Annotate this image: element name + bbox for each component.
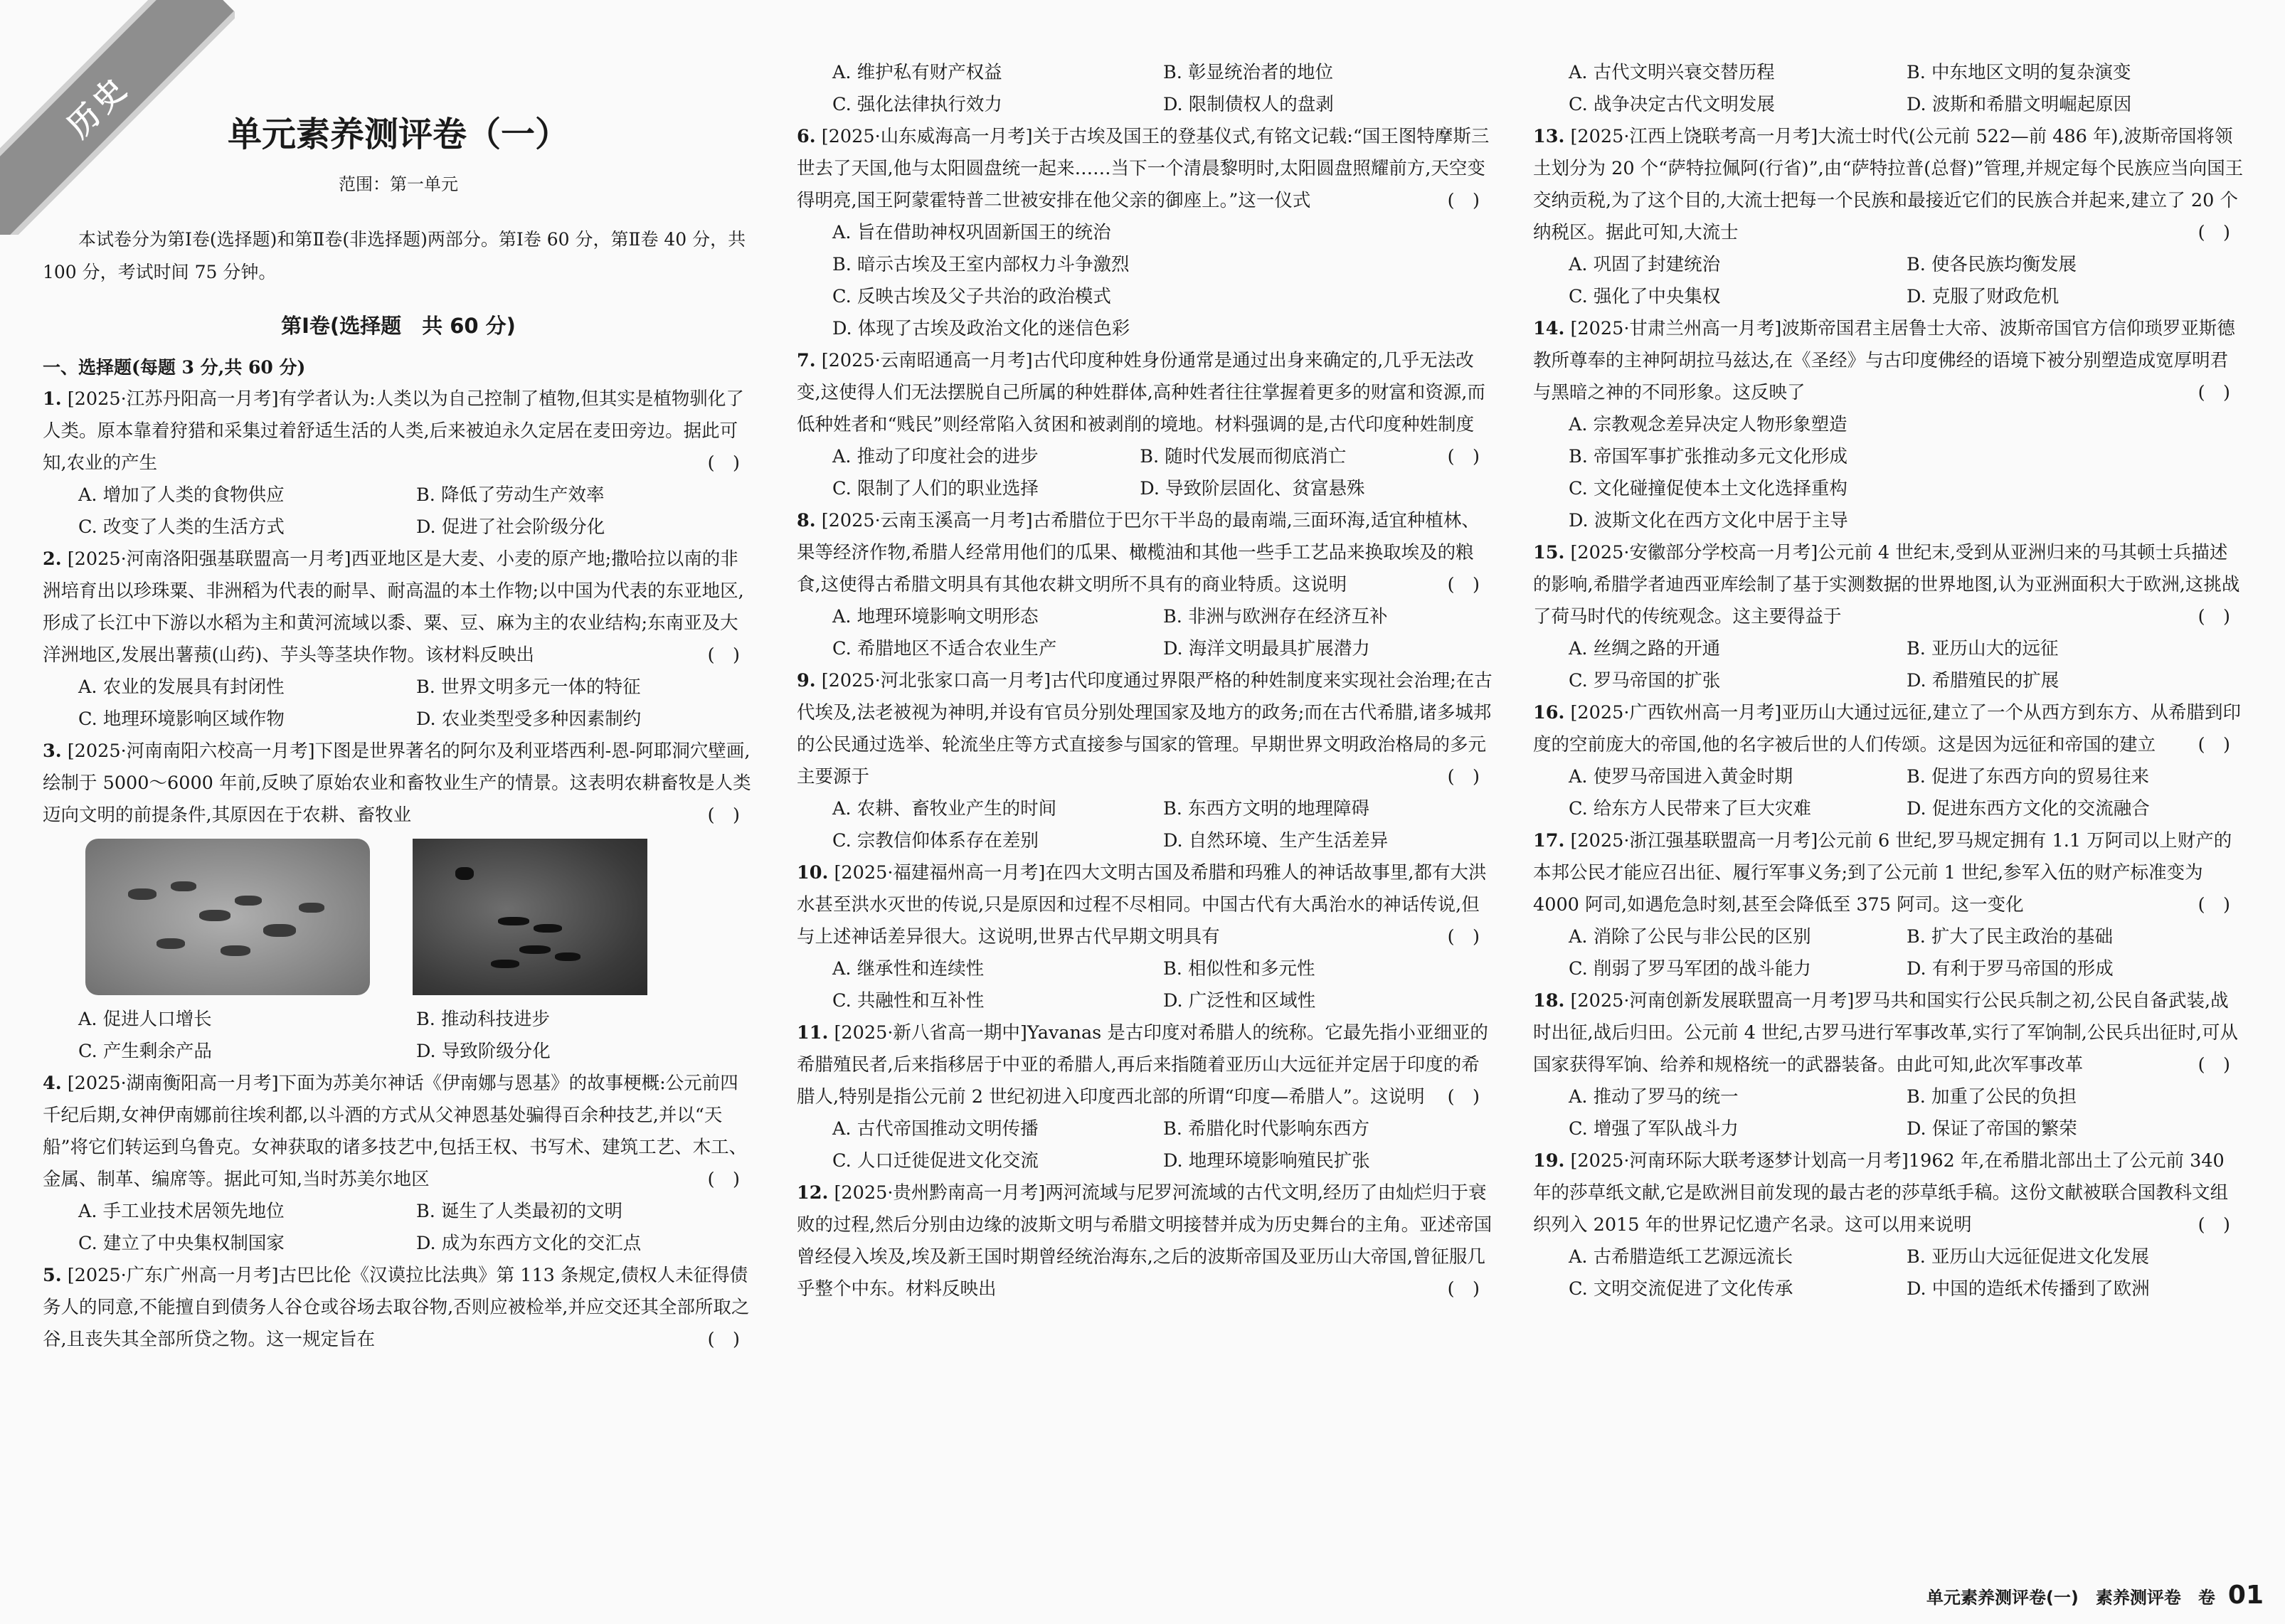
option-c[interactable]: C. 削弱了罗马军团的战斗能力 xyxy=(1569,958,1811,980)
option-c[interactable]: C. 反映古埃及父子共治的政治模式 xyxy=(832,286,1111,307)
option-d[interactable]: D. 促进东西方文化的交流融合 xyxy=(1907,798,2150,819)
option-c[interactable]: C. 给东方人民带来了巨大灾难 xyxy=(1569,798,1811,819)
question-stem: [2025·山东威海高一月考]关于古埃及国王的登基仪式,有铭文记载:“国王图特摩斯三世去了天国,他与太阳圆盘统一起来……当下一个清晨黎明时,太阳圆盘照耀前方,天空变得明亮,国王阿蒙霍特普二世被安排在他父亲的御座上。”这一仪式 xyxy=(797,126,1490,211)
subsection-title: 一、选择题(每题 3 分,共 60 分) xyxy=(43,357,306,378)
option-b[interactable]: B. 非洲与欧洲存在经济互补 xyxy=(1163,606,1388,627)
option-b[interactable]: B. 降低了劳动生产效率 xyxy=(416,484,605,506)
question-stem: [2025·安徽部分学校高一月考]公元前 4 世纪末,受到从亚洲归来的马其顿士兵描述的影响,希腊学者迪西亚库绘制了基于实测数据的世界地图,认为亚洲面积大于欧洲,这挑战了荷马时代的传统观念。这主要得益于 xyxy=(1533,542,2240,627)
question-stem: [2025·湖南衡阳高一月考]下面为苏美尔神话《伊南娜与恩基》的故事梗概:公元前四千纪后期,女神伊南娜前往埃利都,以斗酒的方式从父神恩基处骗得百余种技艺,并以“天船”将它们转运到乌鲁克。女神获取的诸多技艺中,包括王权、书写术、建筑工艺、木工、金属、制革、编席等。据此可知,当时苏美尔地区 xyxy=(43,1073,748,1190)
option-a[interactable]: A. 宗教观念差异决定人物形象塑造 xyxy=(1569,414,1847,435)
option-b[interactable]: B. 推动科技进步 xyxy=(416,1009,550,1030)
question-number: 15. xyxy=(1533,542,1565,563)
answer-bracket[interactable]: ( ) xyxy=(707,805,740,826)
answer-bracket[interactable]: ( ) xyxy=(2197,382,2230,403)
option-a[interactable]: A. 农业的发展具有封闭性 xyxy=(78,676,285,698)
option-b[interactable]: B. 世界文明多元一体的特征 xyxy=(416,676,641,698)
option-d[interactable]: D. 自然环境、生产生活差异 xyxy=(1163,830,1389,851)
question-stem: [2025·云南昭通高一月考]古代印度种姓身份通常是通过出身来确定的,几乎无法改变,这使得人们无法摆脱自己所属的种姓群体,高种姓者往往掌握着更多的财富和资源,而低种姓者和“贱民”则经常陷入贫困和被剥削的境地。材料强调的是,古代印度种姓制度 xyxy=(797,350,1485,435)
option-c[interactable]: C. 文明交流促进了文化传承 xyxy=(1569,1278,1793,1300)
question-17 xyxy=(1533,825,2244,921)
option-c[interactable]: C. 共融性和互补性 xyxy=(832,990,985,1012)
option-d[interactable]: D. 保证了帝国的繁荣 xyxy=(1907,1118,2077,1140)
intro-paragraph: 本试卷分为第Ⅰ卷(选择题)和第Ⅱ卷(非选择题)两部分。第Ⅰ卷 60 分，第Ⅱ卷 40 分，共 100 分，考试时间 75 分钟。 xyxy=(43,229,746,282)
option-a[interactable]: A. 推动了罗马的统一 xyxy=(1569,1086,1739,1108)
options-9 xyxy=(797,793,1494,857)
answer-bracket[interactable]: ( ) xyxy=(1447,926,1480,948)
answer-bracket[interactable]: ( ) xyxy=(707,1169,740,1190)
option-b[interactable]: B. 暗示古埃及王室内部权力斗争激烈 xyxy=(832,254,1130,275)
question-stem: [2025·江苏丹阳高一月考]有学者认为:人类以为自己控制了植物,但其实是植物驯化了人类。原本靠着狩猎和采集过着舒适生活的人类,后来被迫永久定居在麦田旁边。据此可知,农业的产生 xyxy=(43,388,744,474)
question-3 xyxy=(43,736,754,832)
options-1 xyxy=(43,479,754,543)
question-number: 5. xyxy=(43,1265,62,1286)
footer-text: 单元素养测评卷(一) 素养测评卷 卷 xyxy=(1926,1588,2215,1608)
option-d[interactable]: D. 波斯和希腊文明崛起原因 xyxy=(1907,94,2132,115)
option-b[interactable]: B. 亚历山大的远征 xyxy=(1907,638,2059,659)
option-b[interactable]: B. 诞生了人类最初的文明 xyxy=(416,1201,622,1222)
question-number: 2. xyxy=(43,548,62,570)
question-number: 18. xyxy=(1533,990,1565,1012)
question-number: 1. xyxy=(43,388,62,410)
question-8 xyxy=(797,505,1494,601)
options-3 xyxy=(43,1004,754,1068)
question-number: 7. xyxy=(797,350,816,371)
option-d[interactable]: D. 广泛性和区域性 xyxy=(1163,990,1316,1012)
option-a[interactable]: A. 促进人口增长 xyxy=(78,1009,212,1030)
option-d[interactable]: D. 导致阶层固化、贫富悬殊 xyxy=(1140,478,1365,499)
options-13 xyxy=(1533,249,2244,313)
question-stem: [2025·河南南阳六校高一月考]下图是世界著名的阿尔及利亚塔西利-恩-阿耶洞穴壁画,绘制于 5000～6000 年前,反映了原始农业和畜牧业生产的情景。这表明农耕畜牧是人类迈向文明的前提条件,其原因在于农耕、畜牧业 xyxy=(43,741,751,826)
page-title: 单元素养测评卷（一） xyxy=(227,115,569,154)
answer-bracket[interactable]: ( ) xyxy=(1447,766,1480,787)
question-number: 12. xyxy=(797,1182,829,1204)
option-b[interactable]: B. 帝国军事扩张推动多元文化形成 xyxy=(1569,446,1847,467)
option-b[interactable]: B. 东西方文明的地理障碍 xyxy=(1163,798,1369,819)
option-d[interactable]: D. 有利于罗马帝国的形成 xyxy=(1907,958,2114,980)
question-10 xyxy=(797,857,1494,953)
section-title: 第Ⅰ卷(选择题 共 60 分) xyxy=(281,314,516,338)
option-a[interactable]: A. 农耕、畜牧业产生的时间 xyxy=(832,798,1057,819)
answer-bracket[interactable]: ( ) xyxy=(707,452,740,474)
answer-bracket[interactable]: ( ) xyxy=(707,1329,740,1350)
option-b[interactable]: B. 使各民族均衡发展 xyxy=(1907,254,2077,275)
page-footer xyxy=(1926,1581,2264,1610)
answer-bracket[interactable]: ( ) xyxy=(2197,734,2230,755)
option-a[interactable]: A. 继承性和连续性 xyxy=(832,958,985,980)
option-c[interactable]: C. 强化法律执行效力 xyxy=(832,94,1002,115)
question-number: 16. xyxy=(1533,702,1565,723)
question-stem: [2025·福建福州高一月考]在四大文明古国及希腊和玛雅人的神话故事里,都有大洪水甚至洪水灭世的传说,只是原因和过程不尽相同。中国古代有大禹治水的神话传说,但与上述神话差异很大。这说明,世界古代早期文明具有 xyxy=(797,862,1487,948)
question-stem: [2025·河南洛阳强基联盟高一月考]西亚地区是大麦、小麦的原产地;撒哈拉以南的非洲培育出以珍珠粟、非洲稻为代表的耐旱、耐高温的本土作物;以中国为代表的东亚地区,形成了长江中下游以水稻为主和黄河流域以黍、粟、豆、麻为主的农业结构;东南亚及大洋洲地区,发展出薯蓣(山药)、芋头等茎块作物。该材料反映出 xyxy=(43,548,744,666)
option-b[interactable]: B. 随时代发展而彻底消亡 xyxy=(1140,446,1347,467)
question-stem: [2025·河南环际大联考逐梦计划高一月考]1962 年,在希腊北部出土了公元前 340 年的莎草纸文献,它是欧洲目前发现的最古老的莎草纸手稿。这份文献被联合国教科文组织列入 2015 年的世界记忆遗产名录。这可以用来说明 xyxy=(1533,1150,2229,1236)
option-a[interactable]: A. 维护私有财产权益 xyxy=(832,62,1002,83)
options-17 xyxy=(1533,921,2244,985)
option-a[interactable]: A. 古希腊造纸工艺源远流长 xyxy=(1569,1246,1793,1268)
options-5 xyxy=(797,57,1494,121)
option-c[interactable]: C. 战争决定古代文明发展 xyxy=(1569,94,1775,115)
question-18 xyxy=(1533,985,2244,1081)
cave-painting-image-1 xyxy=(85,839,370,995)
options-14 xyxy=(1533,409,2244,537)
question-number: 17. xyxy=(1533,830,1565,851)
column-1 xyxy=(43,50,754,1356)
option-a[interactable]: A. 古代文明兴衰交替历程 xyxy=(1569,62,1775,83)
answer-bracket[interactable]: ( ) xyxy=(1447,1086,1480,1108)
question-stem: [2025·云南玉溪高一月考]古希腊位于巴尔干半岛的最南端,三面环海,适宜种植林、果等经济作物,希腊人经常用他们的瓜果、橄榄油和其他一些手工艺品来换取埃及的粮食,这使得古希腊文明具有其他农耕文明所不具有的商业特质。这说明 xyxy=(797,510,1480,595)
options-10 xyxy=(797,953,1494,1017)
answer-bracket[interactable]: ( ) xyxy=(1447,1278,1480,1300)
option-b[interactable]: B. 亚历山大远征促进文化发展 xyxy=(1907,1246,2149,1268)
question-number: 3. xyxy=(43,741,62,762)
question-11 xyxy=(797,1017,1494,1113)
option-d[interactable]: D. 海洋文明最具扩展潜力 xyxy=(1163,638,1370,659)
options-12 xyxy=(1533,57,2244,121)
option-c[interactable]: C. 宗教信仰体系存在差别 xyxy=(832,830,1039,851)
question-number: 14. xyxy=(1533,318,1565,339)
options-19 xyxy=(1533,1241,2244,1305)
options-7 xyxy=(797,441,1448,505)
question-16 xyxy=(1533,697,2244,761)
options-6 xyxy=(797,217,1494,345)
option-b[interactable]: B. 彰显统治者的地位 xyxy=(1163,62,1333,83)
question-stem: [2025·贵州黔南高一月考]两河流域与尼罗河流域的古代文明,经历了由灿烂归于衰败的过程,然后分别由边缘的波斯文明与希腊文明接替并成为历史舞台的主角。亚述帝国曾经侵入埃及,埃及新王国时期曾经统治海东,之后的波斯帝国及亚历山大帝国,曾征服几乎整个中东。材料反映出 xyxy=(797,1182,1493,1300)
option-b[interactable]: B. 相似性和多元性 xyxy=(1163,958,1315,980)
option-c[interactable]: C. 强化了中央集权 xyxy=(1569,286,1721,307)
column-2 xyxy=(797,57,1494,1305)
column-3 xyxy=(1533,57,2244,1305)
option-d[interactable]: D. 波斯文化在西方文化中居于主导 xyxy=(1569,510,1848,531)
option-a[interactable]: A. 巩固了封建统治 xyxy=(1569,254,1721,275)
option-c[interactable]: C. 增强了军队战斗力 xyxy=(1569,1118,1739,1140)
option-b[interactable]: B. 加重了公民的负担 xyxy=(1907,1086,2077,1108)
subject-tag: 历史 xyxy=(60,68,137,145)
options-16 xyxy=(1533,761,2244,825)
answer-bracket[interactable]: ( ) xyxy=(1447,446,1480,467)
option-d[interactable]: D. 地理环境影响殖民扩张 xyxy=(1163,1150,1370,1172)
question-number: 10. xyxy=(797,862,829,883)
question-number: 9. xyxy=(797,670,816,691)
question-stem: [2025·广西钦州高一月考]亚历山大通过远征,建立了一个从西方到东方、从希腊到印度的空前庞大的帝国,他的名字被后世的人们传颂。这是因为远征和帝国的建立 xyxy=(1533,702,2241,755)
question-stem: [2025·广东广州高一月考]古巴比伦《汉谟拉比法典》第 113 条规定,债权人未征得债务人的同意,不能擅自到债务人谷仓或谷场去取谷物,否则应被检举,并应交还其全部所取之谷,且丧失其全部所贷之物。这一规定旨在 xyxy=(43,1265,750,1350)
option-a[interactable]: A. 消除了公民与非公民的区别 xyxy=(1569,926,1811,948)
options-18 xyxy=(1533,1081,2244,1145)
answer-bracket[interactable]: ( ) xyxy=(1447,190,1480,211)
option-c[interactable]: C. 建立了中央集权制国家 xyxy=(78,1233,285,1254)
option-c[interactable]: C. 产生剩余产品 xyxy=(78,1041,212,1062)
option-b[interactable]: B. 促进了东西方向的贸易往来 xyxy=(1907,766,2149,787)
option-d[interactable]: D. 促进了社会阶级分化 xyxy=(416,516,605,538)
question-4 xyxy=(43,1068,754,1196)
question-number: 13. xyxy=(1533,126,1565,147)
question-stem: [2025·江西上饶联考高一月考]大流士时代(公元前 522—前 486 年),波斯帝国将领土划分为 20 个“萨特拉佩阿(行省)”,由“萨特拉普(总督)”管理,并规定每个民族应当向国王交纳贡税,为了这个目的,大流士把每一个民族和最接近它们的民族合并起来,建立了 20 个纳税区。据此可知,大流士 xyxy=(1533,126,2244,243)
answer-bracket[interactable]: ( ) xyxy=(2197,894,2230,916)
option-c[interactable]: C. 人口迁徙促进文化交流 xyxy=(832,1150,1039,1172)
option-b[interactable]: B. 希腊化时代影响东西方 xyxy=(1163,1118,1369,1140)
option-d[interactable]: D. 希腊殖民的扩展 xyxy=(1907,670,2059,691)
option-a[interactable]: A. 丝绸之路的开通 xyxy=(1569,638,1721,659)
options-4 xyxy=(43,1196,754,1260)
option-a[interactable]: A. 旨在借助神权巩固新国王的统治 xyxy=(832,222,1111,243)
option-d[interactable]: D. 中国的造纸术传播到了欧洲 xyxy=(1907,1278,2150,1300)
question-5 xyxy=(43,1260,754,1356)
option-d[interactable]: D. 限制债权人的盘剥 xyxy=(1163,94,1334,115)
answer-bracket[interactable]: ( ) xyxy=(1447,574,1480,595)
question-stem: [2025·河南创新发展联盟高一月考]罗马共和国实行公民兵制之初,公民自备武装,战时出征,战后归田。公元前 4 世纪,古罗马进行军事改革,实行了军饷制,公民兵出征时,可从国家获得军饷、给养和规格统一的武器装备。由此可知,此次军事改革 xyxy=(1533,990,2238,1076)
question-stem: [2025·河北张家口高一月考]古代印度通过界限严格的种姓制度来实现社会治理;在古代埃及,法老被视为神明,并设有官员分别处理国家及地方的政务;而在古代希腊,诸多城邦的公民通过选举、轮流坐庄等方式直接参与国家的管理。早期世界文明政治格局的多元主要源于 xyxy=(797,670,1493,787)
question-9 xyxy=(797,665,1494,793)
question-13 xyxy=(1533,121,2244,249)
options-8 xyxy=(797,601,1494,665)
cave-painting-images xyxy=(43,839,754,995)
question-6 xyxy=(797,121,1494,217)
option-a[interactable]: A. 地理环境影响文明形态 xyxy=(832,606,1039,627)
scope-line: 范围：第一单元 xyxy=(339,174,458,194)
option-c[interactable]: C. 地理环境影响区域作物 xyxy=(78,708,285,730)
option-b[interactable]: B. 中东地区文明的复杂演变 xyxy=(1907,62,2131,83)
answer-bracket[interactable]: ( ) xyxy=(2197,1054,2230,1076)
option-a[interactable]: A. 手工业技术居领先地位 xyxy=(78,1201,285,1222)
option-d[interactable]: D. 克服了财政危机 xyxy=(1907,286,2059,307)
option-c[interactable]: C. 改变了人类的生活方式 xyxy=(78,516,285,538)
question-stem: [2025·新八省高一期中]Yavanas 是古印度对希腊人的统称。它最先指小亚细亚的希腊殖民者,后来指移居于中亚的希腊人,再后来指随着亚历山大远征并定居于印度的希腊人,特别是指公元前 2 世纪初进入印度西北部的所谓“印度—希腊人”。这说明 xyxy=(797,1022,1488,1108)
question-19 xyxy=(1533,1145,2244,1241)
answer-bracket[interactable]: ( ) xyxy=(2197,222,2230,243)
option-c[interactable]: C. 文化碰撞促使本土文化选择重构 xyxy=(1569,478,1847,499)
question-14 xyxy=(1533,313,2244,409)
question-12 xyxy=(797,1177,1494,1305)
option-d[interactable]: D. 导致阶级分化 xyxy=(416,1041,551,1062)
question-number: 19. xyxy=(1533,1150,1565,1172)
question-1 xyxy=(43,383,754,479)
options-2 xyxy=(43,672,754,736)
cave-painting-image-2 xyxy=(413,839,647,995)
answer-bracket[interactable]: ( ) xyxy=(2197,1214,2230,1236)
option-d[interactable]: D. 体现了古埃及政治文化的迷信色彩 xyxy=(832,318,1130,339)
page-number: 01 xyxy=(2227,1581,2264,1610)
option-c[interactable]: C. 罗马帝国的扩张 xyxy=(1569,670,1721,691)
options-11 xyxy=(797,1113,1494,1177)
options-15 xyxy=(1533,633,2244,697)
question-number: 4. xyxy=(43,1073,62,1094)
question-number: 8. xyxy=(797,510,816,531)
question-number: 6. xyxy=(797,126,816,147)
option-a[interactable]: A. 使罗马帝国进入黄金时期 xyxy=(1569,766,1793,787)
question-stem: [2025·浙江强基联盟高一月考]公元前 6 世纪,罗马规定拥有 1.1 万阿司以上财产的本邦公民才能应召出征、履行军事义务;到了公元前 1 世纪,参军入伍的财产标准变为 4000 阿司,如遇危急时刻,甚至会降低至 375 阿司。这一变化 xyxy=(1533,830,2232,916)
question-stem: [2025·甘肃兰州高一月考]波斯帝国君主居鲁士大帝、波斯帝国官方信仰琐罗亚斯德教所尊奉的主神阿胡拉马兹达,在《圣经》与古印度佛经的语境下被分别塑造成宽厚明君与黑暗之神的不同形象。这反映了 xyxy=(1533,318,2235,403)
option-b[interactable]: B. 扩大了民主政治的基础 xyxy=(1907,926,2113,948)
option-d[interactable]: D. 农业类型受多种因素制约 xyxy=(416,708,642,730)
answer-bracket[interactable]: ( ) xyxy=(707,644,740,666)
question-2 xyxy=(43,543,754,672)
answer-bracket[interactable]: ( ) xyxy=(2197,606,2230,627)
option-a[interactable]: A. 增加了人类的食物供应 xyxy=(78,484,285,506)
option-a[interactable]: A. 推动了印度社会的进步 xyxy=(832,446,1039,467)
question-number: 11. xyxy=(797,1022,829,1044)
option-c[interactable]: C. 限制了人们的职业选择 xyxy=(832,478,1039,499)
option-c[interactable]: C. 希腊地区不适合农业生产 xyxy=(832,638,1057,659)
option-a[interactable]: A. 古代帝国推动文明传播 xyxy=(832,1118,1039,1140)
option-d[interactable]: D. 成为东西方文化的交汇点 xyxy=(416,1233,642,1254)
question-15 xyxy=(1533,537,2244,633)
